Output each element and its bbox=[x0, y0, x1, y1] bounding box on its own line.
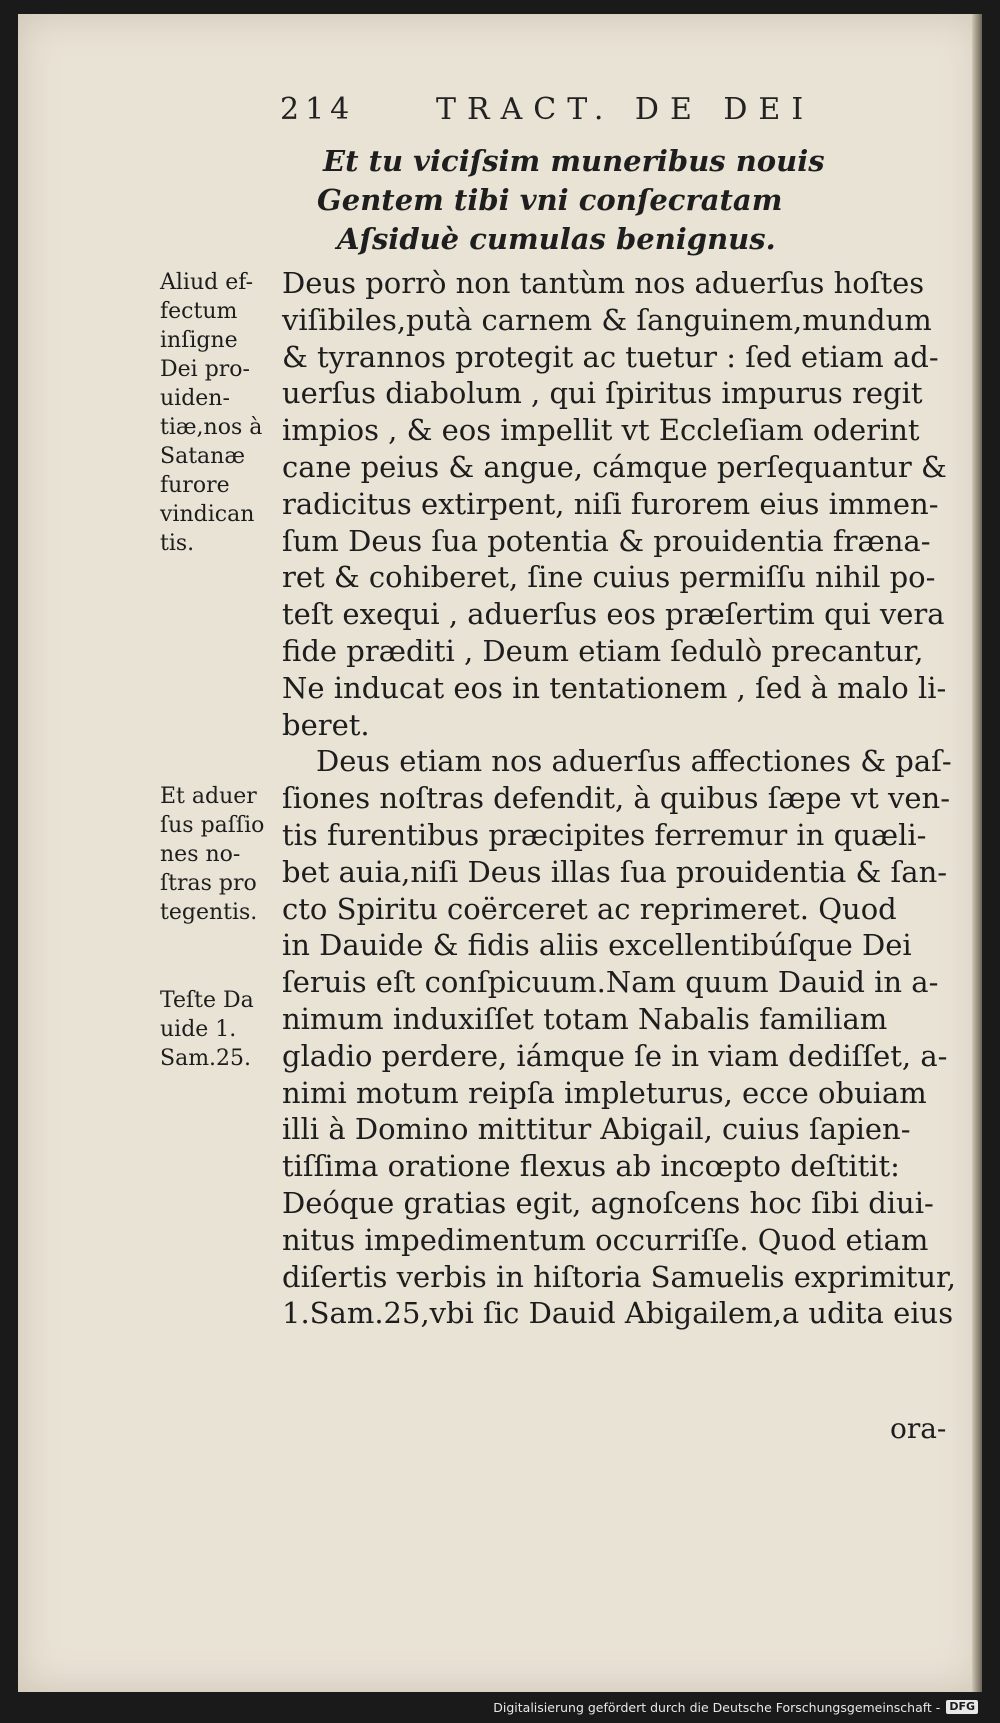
margin-note-line: Aliud ef- bbox=[160, 270, 254, 295]
text-line: ret & cohiberet, ſine cuius permiſſu nihil po- bbox=[282, 560, 936, 595]
text-line: tis furentibus præcipites ferremur in quæli- bbox=[282, 817, 927, 852]
text-line: Deus etiam nos aduerſus affectiones & paſ- bbox=[316, 744, 952, 779]
text-line: beret. bbox=[282, 707, 370, 742]
text-line: bet auia,niſi Deus illas ſua prouidentia & ſan- bbox=[282, 854, 948, 889]
margin-note-line: ſtras pro bbox=[160, 871, 257, 896]
page-edge bbox=[972, 14, 982, 1692]
margin-note-line: nes no- bbox=[160, 842, 241, 867]
verse-line: Et tu viciſsim muneribus nouis bbox=[323, 144, 825, 178]
text-line: cto Spiritu coërceret ac reprimeret. Quod bbox=[282, 891, 897, 926]
text-line: in Dauide & fidis aliis excellentibúſque Dei bbox=[282, 928, 912, 963]
catchword: ora- bbox=[890, 1412, 947, 1445]
margin-note-line: uide 1. bbox=[160, 1017, 237, 1042]
margin-note-line: fectum bbox=[160, 299, 238, 324]
verse-line: Gentem tibi vni conſecratam bbox=[317, 183, 783, 217]
text-line: nimum induxiſſet totam Nabalis familiam bbox=[282, 1001, 888, 1036]
text-line: fide præditi , Deum etiam ſedulò precantur, bbox=[282, 633, 924, 668]
margin-note-1 bbox=[160, 268, 280, 558]
text-line: ſiones noſtras defendit, à quibus ſæpe vt ven- bbox=[282, 781, 950, 816]
margin-note-3 bbox=[160, 986, 280, 1073]
margin-note-line: Sam.25. bbox=[160, 1046, 252, 1071]
text-line: radicitus extirpent, niſi furorem eius immen- bbox=[282, 486, 939, 521]
text-line: illi à Domino mittitur Abigail, cuius ſapien- bbox=[282, 1112, 911, 1147]
margin-note-line: tegentis. bbox=[160, 900, 258, 925]
margin-note-line: tis. bbox=[160, 531, 195, 556]
footer-text: Digitalisierung gefördert durch die Deutsche Forschungsgemeinschaft - bbox=[493, 1699, 941, 1715]
margin-note-line: inſigne bbox=[160, 328, 238, 353]
running-title: TRACT. DE DEI bbox=[436, 92, 815, 127]
margin-note-line: Teſte Da bbox=[160, 988, 254, 1013]
margin-note-line: tiæ,nos à bbox=[160, 415, 263, 440]
main-text-block bbox=[282, 265, 972, 1332]
text-line: Deóque gratias egit, agnoſcens hoc ſibi diui- bbox=[282, 1185, 934, 1220]
margin-note-line: vindican bbox=[160, 502, 255, 527]
text-line: nimi motum reipſa impleturus, ecce obuiam bbox=[282, 1075, 927, 1110]
page-number: 214 bbox=[280, 92, 356, 127]
running-head bbox=[268, 92, 828, 132]
margin-note-line: uiden- bbox=[160, 386, 230, 411]
text-line: nitus impedimentum occurriſſe. Quod etiam bbox=[282, 1222, 929, 1257]
text-line: 1.Sam.25,vbi ſic Dauid Abigailem,a udita eius bbox=[282, 1296, 954, 1331]
margin-note-line: ſus paſſio bbox=[160, 813, 265, 838]
text-line: diſertis verbis in hiſtoria Samuelis exprimitur, bbox=[282, 1259, 956, 1294]
text-line: viſibiles,putà carnem & ſanguinem,mundum bbox=[282, 302, 932, 337]
text-line: tiſſima oratione flexus ab incœpto deſtitit: bbox=[282, 1149, 900, 1184]
text-line: gladio perdere, iámque ſe in viam dediſſet, a- bbox=[282, 1038, 948, 1073]
verse-quotation bbox=[317, 142, 943, 259]
margin-note-line: Et aduer bbox=[160, 784, 257, 809]
text-line: Ne inducat eos in tentationem , ſed à malo li- bbox=[282, 670, 947, 705]
text-line: teſt exequi , aduerſus eos præſertim qui vera bbox=[282, 597, 945, 632]
margin-note-2 bbox=[160, 782, 280, 927]
margin-note-line: Dei pro- bbox=[160, 357, 250, 382]
text-line: impios , & eos impellit vt Eccleſiam oderint bbox=[282, 413, 920, 448]
text-line: ſeruis eſt conſpicuum.Nam quum Dauid in a- bbox=[282, 965, 939, 1000]
dfg-logo: DFG bbox=[946, 1700, 978, 1714]
verse-line: Aſsiduè cumulas benignus. bbox=[337, 222, 776, 256]
margin-note-line: furore bbox=[160, 473, 230, 498]
text-line: Deus porrò non tantùm nos aduerſus hoſtes bbox=[282, 266, 925, 300]
text-line: uerſus diabolum , qui ſpiritus impurus regit bbox=[282, 376, 923, 411]
margin-note-line: Satanæ bbox=[160, 444, 245, 469]
text-line: ſum Deus ſua potentia & prouidentia fræna- bbox=[282, 523, 931, 558]
text-line: cane peius & angue, cámque perſequantur & bbox=[282, 449, 947, 484]
digitization-footer bbox=[493, 1697, 978, 1717]
text-line: & tyrannos protegit ac tuetur : ſed etiam ad- bbox=[282, 339, 939, 374]
